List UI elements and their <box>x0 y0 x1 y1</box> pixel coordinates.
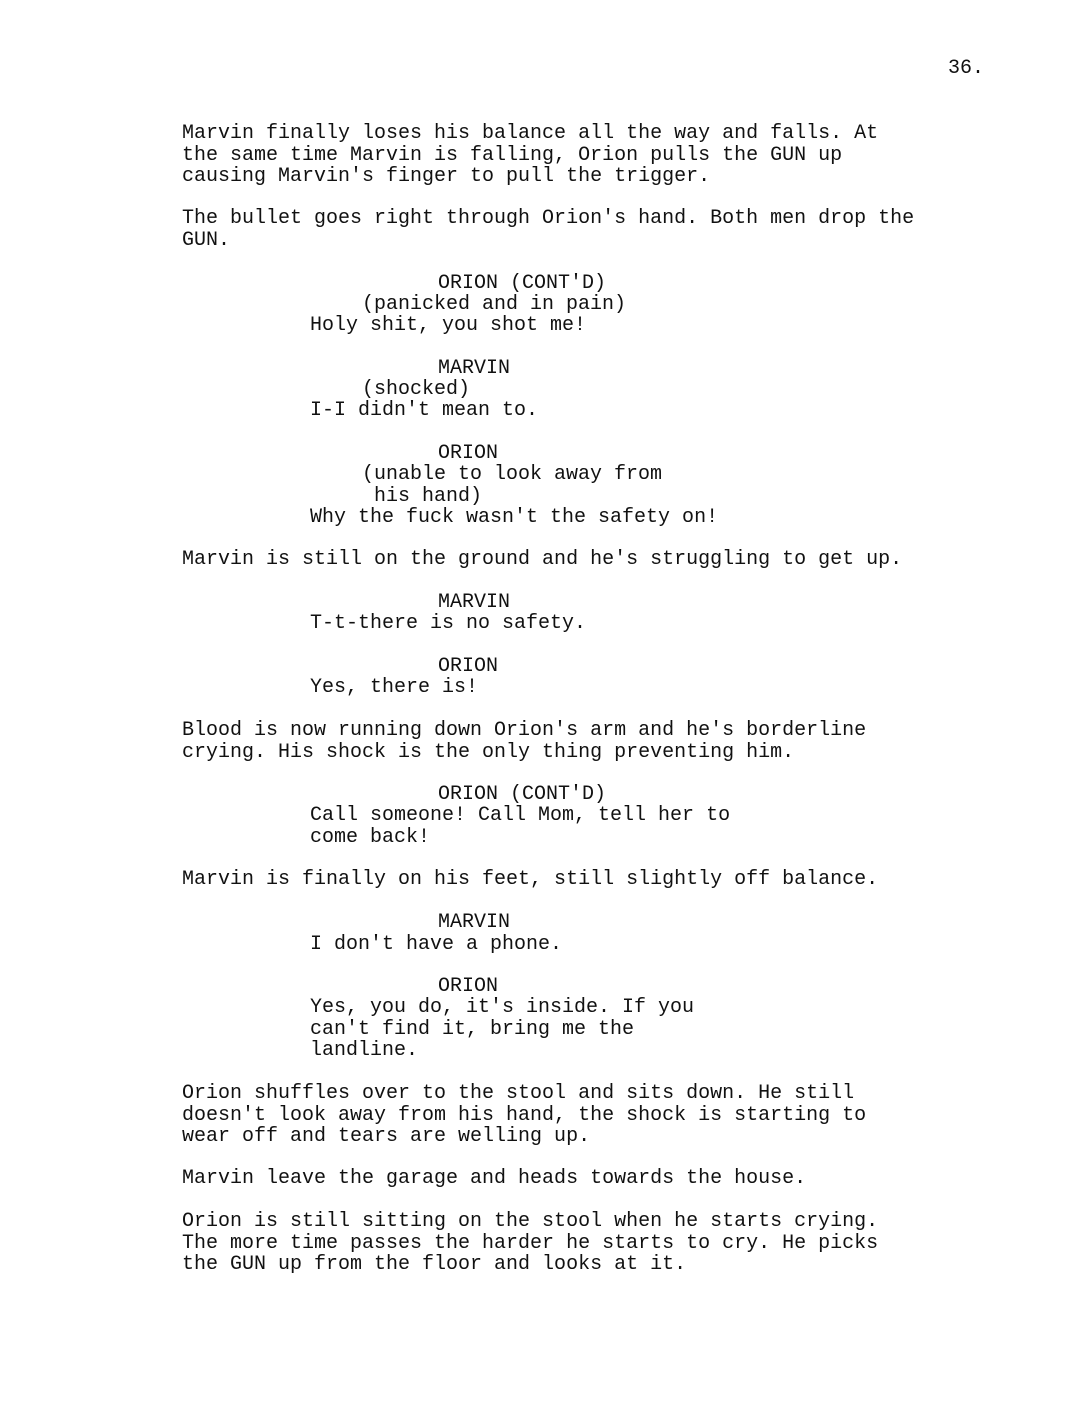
action-line: The bullet goes right through Orion's hand. Both men drop the GUN. <box>182 207 915 252</box>
character-name: ORION (CONT'D) <box>438 783 607 806</box>
parenthetical: (shocked) <box>362 378 471 401</box>
character-name: ORION <box>438 655 499 678</box>
action-line: Marvin leave the garage and heads towards the house. <box>182 1167 807 1190</box>
parenthetical: (unable to look away from his hand) <box>362 463 663 508</box>
character-name: ORION <box>438 442 499 465</box>
character-name: ORION (CONT'D) <box>438 272 607 295</box>
character-name: ORION <box>438 975 499 998</box>
action-line: Orion is still sitting on the stool when he starts crying. The more time passes the harder he starts to cry. He picks the GUN up from the floor and looks at it. <box>182 1210 879 1276</box>
parenthetical: (panicked and in pain) <box>362 293 627 316</box>
action-line: Marvin finally loses his balance all the way and falls. At the same time Marvin is falling, Orion pulls the GUN up causing Marvin's finger to pull the trigger. <box>182 122 879 188</box>
dialogue: I-I didn't mean to. <box>310 399 539 422</box>
dialogue: Why the fuck wasn't the safety on! <box>310 506 719 529</box>
action-line: Blood is now running down Orion's arm and he's borderline crying. His shock is the only thing preventing him. <box>182 719 867 764</box>
character-name: MARVIN <box>438 911 511 934</box>
character-name: MARVIN <box>438 591 511 614</box>
dialogue: I don't have a phone. <box>310 933 563 956</box>
action-line: Marvin is finally on his feet, still slightly off balance. <box>182 868 879 891</box>
action-line: Marvin is still on the ground and he's struggling to get up. <box>182 548 903 571</box>
dialogue: Yes, there is! <box>310 676 479 699</box>
dialogue: T-t-there is no safety. <box>310 612 587 635</box>
dialogue: Holy shit, you shot me! <box>310 314 587 337</box>
character-name: MARVIN <box>438 357 511 380</box>
page-number: 36. <box>948 57 985 80</box>
dialogue: Call someone! Call Mom, tell her to come back! <box>310 804 731 849</box>
action-line: Orion shuffles over to the stool and sits down. He still doesn't look away from his hand, the shock is starting to wear off and tears are welling up. <box>182 1082 867 1148</box>
dialogue: Yes, you do, it's inside. If you can't find it, bring me the landline. <box>310 996 695 1062</box>
